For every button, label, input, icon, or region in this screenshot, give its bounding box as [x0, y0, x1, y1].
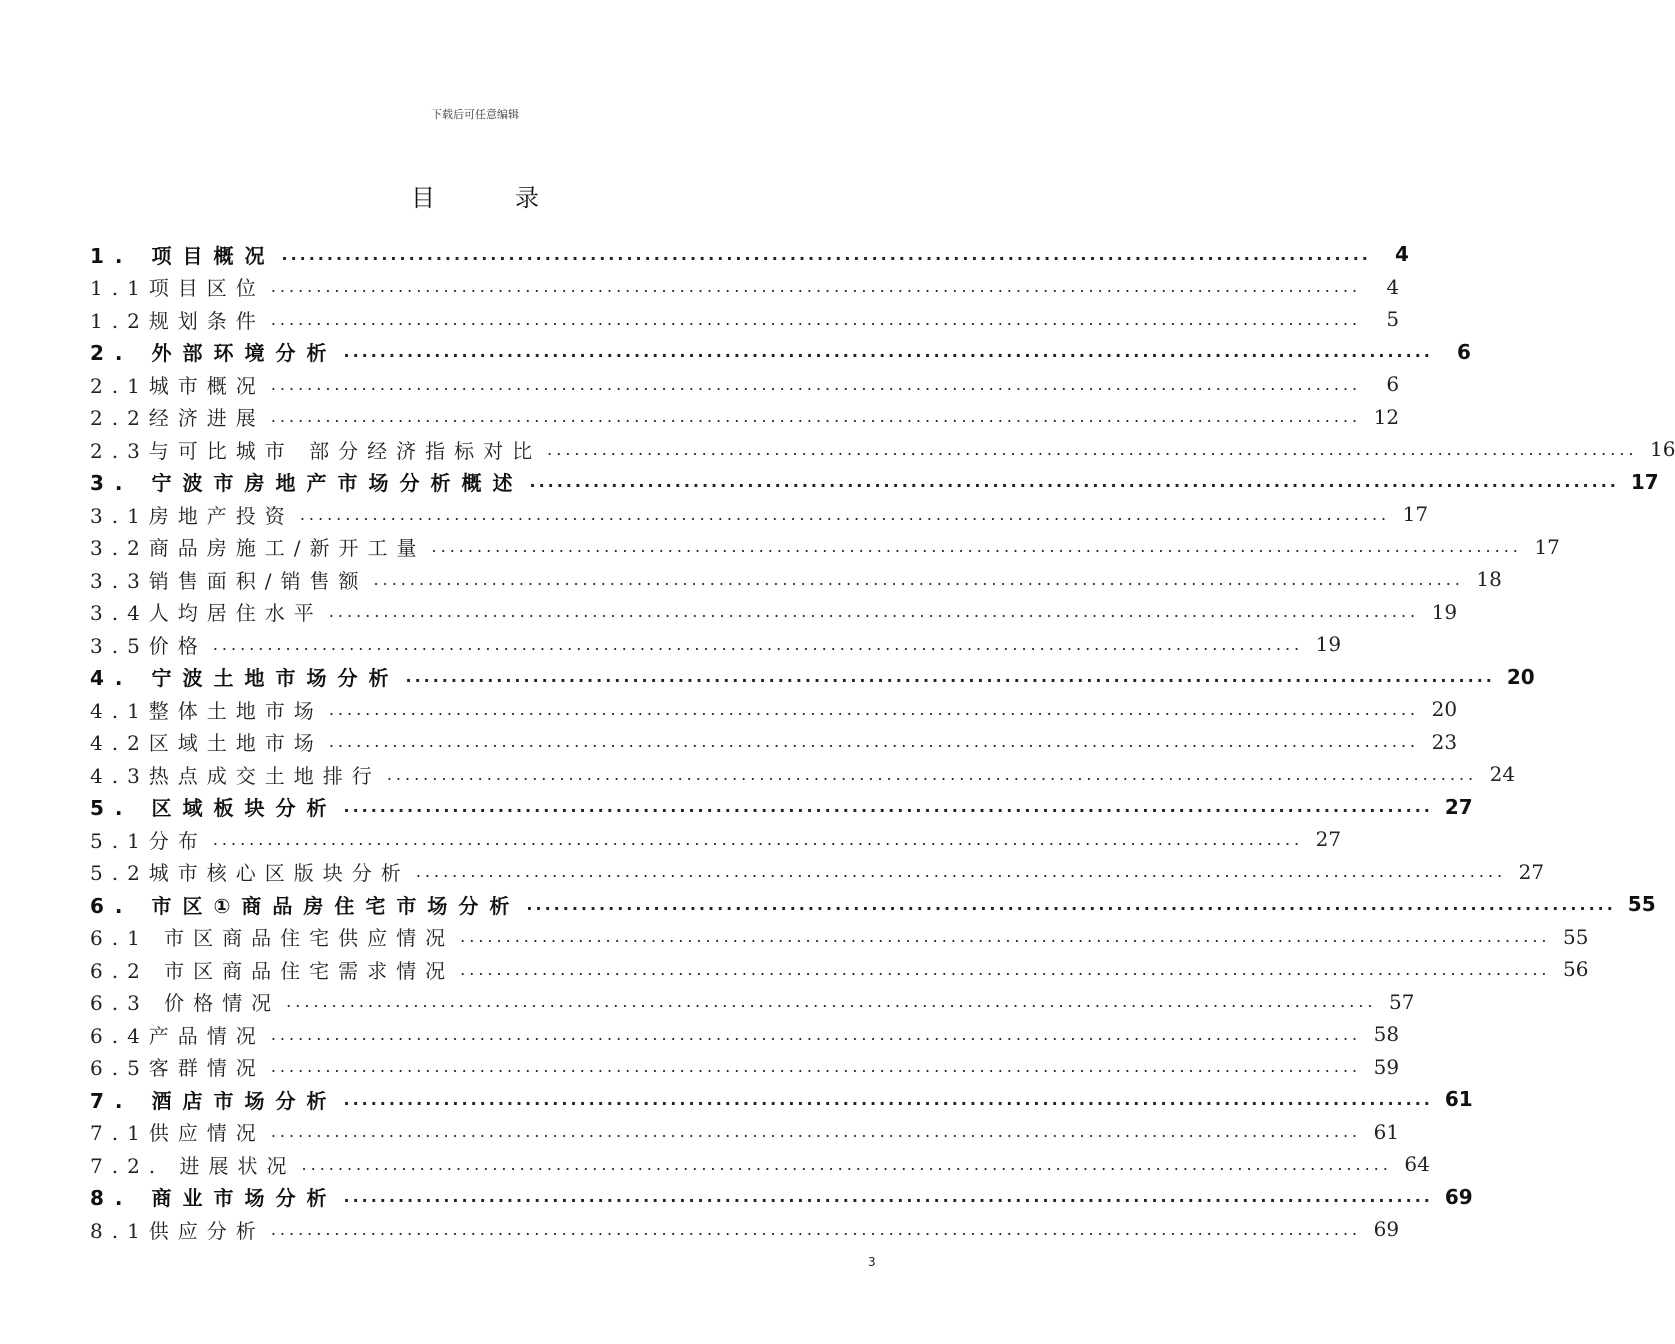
- toc-leader-dots: ........................................................................................................................: [343, 797, 1433, 817]
- table-of-contents: [90, 238, 1675, 1246]
- toc-entry-label: 3.1房地产投资: [90, 503, 294, 528]
- toc-entry-label: 4.3热点成交土地排行: [90, 763, 381, 788]
- toc-entry-page: 6: [1456, 339, 1471, 364]
- toc-section-entry[interactable]: [90, 1148, 1430, 1181]
- toc-leader-dots: ........................................................................................................................: [415, 862, 1507, 882]
- toc-entry-label: 7.2. 进展状况: [90, 1153, 296, 1178]
- toc-entry-page: 27: [1518, 859, 1545, 884]
- toc-leader-dots: ........................................................................................................................: [270, 1024, 1362, 1044]
- toc-section-entry[interactable]: [90, 596, 1458, 629]
- toc-entry-page: 55: [1627, 892, 1656, 917]
- toc-leader-dots: ........................................................................................................................: [431, 537, 1522, 557]
- toc-leader-dots: ........................................................................................................................: [373, 569, 1464, 589]
- toc-entry-label: 6.5客群情况: [90, 1056, 265, 1081]
- toc-section-entry[interactable]: [90, 1213, 1400, 1246]
- toc-entry-label: 6.1 市区商品住宅供应情况: [90, 926, 455, 951]
- toc-section-entry[interactable]: [90, 758, 1516, 791]
- toc-section-entry[interactable]: [90, 401, 1400, 434]
- page-number: 3: [868, 1255, 876, 1269]
- toc-entry-label: 6.4产品情况: [90, 1023, 265, 1048]
- toc-entry-label: 2.1城市概况: [90, 373, 265, 398]
- toc-entry-page: 17: [1534, 534, 1560, 559]
- toc-entry-page: 20: [1506, 664, 1535, 689]
- toc-entry-page: 24: [1489, 762, 1516, 787]
- toc-section-entry[interactable]: [90, 498, 1429, 531]
- toc-chapter-entry[interactable]: [90, 791, 1473, 824]
- toc-entry-page: 23: [1431, 729, 1458, 754]
- toc-chapter-entry[interactable]: [90, 1181, 1473, 1214]
- toc-entry-page: 57: [1389, 989, 1415, 1014]
- toc-section-entry[interactable]: [90, 693, 1458, 726]
- toc-entry-page: 27: [1315, 827, 1342, 852]
- toc-leader-dots: ........................................................................................................................: [328, 602, 1420, 622]
- title-right-char: 录: [515, 184, 539, 212]
- toc-entry-label: 4. 宁波土地市场分析: [90, 666, 400, 691]
- toc-entry-label: 4.2区域土地市场: [90, 731, 323, 756]
- toc-entry-page: 6: [1386, 372, 1400, 397]
- toc-leader-dots: ........................................................................................................................: [405, 667, 1495, 687]
- toc-leader-dots: ........................................................................................................................: [270, 1057, 1362, 1077]
- toc-entry-page: 69: [1444, 1184, 1473, 1209]
- toc-section-entry[interactable]: [90, 303, 1400, 336]
- toc-entry-label: 8. 商业市场分析: [90, 1186, 338, 1211]
- toc-entry-label: 1.2规划条件: [90, 308, 265, 333]
- toc-section-entry[interactable]: [90, 856, 1545, 889]
- toc-entry-page: 19: [1315, 632, 1342, 657]
- toc-entry-label: 2.3与可比城市 部分经济指标对比: [90, 438, 542, 463]
- toc-entry-label: 2.2经济进展: [90, 406, 265, 431]
- toc-section-entry[interactable]: [90, 726, 1458, 759]
- toc-entry-page: 17: [1402, 502, 1429, 527]
- toc-section-entry[interactable]: [90, 823, 1342, 856]
- toc-leader-dots: ........................................................................................................................: [343, 342, 1433, 362]
- toc-leader-dots: ........................................................................................................................: [281, 244, 1371, 264]
- toc-entry-label: 7. 酒店市场分析: [90, 1088, 338, 1113]
- toc-section-entry[interactable]: [90, 531, 1560, 564]
- toc-entry-label: 5.1分布: [90, 828, 207, 853]
- toc-leader-dots: ........................................................................................................................: [526, 894, 1616, 914]
- toc-section-entry[interactable]: [90, 1018, 1400, 1051]
- toc-entry-page: 19: [1431, 599, 1458, 624]
- toc-entry-page: 64: [1404, 1152, 1430, 1177]
- toc-leader-dots: ........................................................................................................................: [286, 992, 1377, 1012]
- watermark-text: 下载后可任意编辑: [431, 108, 519, 121]
- toc-leader-dots: ........................................................................................................................: [270, 374, 1362, 394]
- toc-section-entry[interactable]: [90, 986, 1415, 1019]
- toc-entry-label: 3.2商品房施工/新开工量: [90, 536, 426, 561]
- toc-chapter-entry[interactable]: [90, 661, 1535, 694]
- toc-leader-dots: ........................................................................................................................: [270, 309, 1362, 329]
- toc-entry-label: 3.4人均居住水平: [90, 601, 323, 626]
- toc-leader-dots: ........................................................................................................................: [301, 1154, 1392, 1174]
- toc-leader-dots: ........................................................................................................................: [270, 277, 1362, 297]
- toc-chapter-entry[interactable]: [90, 466, 1659, 499]
- toc-chapter-entry[interactable]: [90, 888, 1656, 921]
- toc-entry-page: 17: [1630, 469, 1659, 494]
- toc-entry-page: 61: [1373, 1119, 1400, 1144]
- toc-entry-label: 6.3 价格情况: [90, 991, 281, 1016]
- toc-entry-page: 4: [1394, 242, 1409, 267]
- toc-section-entry[interactable]: [90, 1051, 1400, 1084]
- toc-leader-dots: ........................................................................................................................: [386, 764, 1478, 784]
- toc-leader-dots: ........................................................................................................................: [299, 504, 1391, 524]
- toc-chapter-entry[interactable]: [90, 336, 1471, 369]
- toc-section-entry[interactable]: [90, 433, 1675, 466]
- toc-entry-label: 6.2 市区商品住宅需求情况: [90, 958, 455, 983]
- toc-leader-dots: ........................................................................................................................: [270, 407, 1362, 427]
- toc-leader-dots: ........................................................................................................................: [343, 1187, 1433, 1207]
- toc-entry-page: 4: [1386, 274, 1400, 299]
- toc-entry-page: 20: [1431, 697, 1458, 722]
- toc-entry-page: 61: [1444, 1087, 1473, 1112]
- toc-leader-dots: ........................................................................................................................: [328, 699, 1420, 719]
- toc-leader-dots: ........................................................................................................................: [212, 634, 1304, 654]
- toc-section-entry[interactable]: [90, 921, 1589, 954]
- toc-leader-dots: ........................................................................................................................: [328, 732, 1420, 752]
- toc-entry-page: 5: [1386, 307, 1400, 332]
- toc-entry-label: 5.2城市核心区版块分析: [90, 861, 410, 886]
- toc-entry-label: 8.1供应分析: [90, 1218, 265, 1243]
- toc-leader-dots: ........................................................................................................................: [270, 1122, 1362, 1142]
- toc-entry-page: 69: [1373, 1217, 1400, 1242]
- toc-leader-dots: ........................................................................................................................: [343, 1089, 1433, 1109]
- toc-entry-label: 4.1整体土地市场: [90, 698, 323, 723]
- toc-entry-page: 58: [1373, 1022, 1400, 1047]
- toc-chapter-entry[interactable]: [90, 238, 1409, 271]
- toc-entry-label: 6. 市区①商品房住宅市场分析: [90, 893, 521, 918]
- toc-entry-label: 7.1供应情况: [90, 1121, 265, 1146]
- toc-leader-dots: ........................................................................................................................: [460, 927, 1551, 947]
- toc-entry-label: 3.5价格: [90, 633, 207, 658]
- toc-leader-dots: ........................................................................................................................: [529, 472, 1619, 492]
- title-left-char: 目: [411, 184, 435, 212]
- toc-entry-label: 3. 宁波市房地产市场分析概述: [90, 471, 524, 496]
- toc-section-entry[interactable]: [90, 628, 1342, 661]
- toc-entry-page: 56: [1563, 957, 1589, 982]
- toc-section-entry[interactable]: [90, 368, 1400, 401]
- toc-section-entry[interactable]: [90, 271, 1400, 304]
- toc-entry-label: 1.1项目区位: [90, 276, 265, 301]
- toc-section-entry[interactable]: [90, 1116, 1400, 1149]
- toc-entry-page: 12: [1373, 404, 1400, 429]
- toc-entry-page: 27: [1444, 794, 1473, 819]
- toc-entry-label: 2. 外部环境分析: [90, 341, 338, 366]
- toc-leader-dots: ........................................................................................................................: [212, 829, 1304, 849]
- toc-entry-page: 59: [1373, 1054, 1400, 1079]
- toc-entry-page: 55: [1563, 924, 1589, 949]
- toc-entry-page: 16: [1650, 437, 1675, 462]
- toc-leader-dots: ........................................................................................................................: [547, 439, 1638, 459]
- toc-entry-label: 5. 区域板块分析: [90, 796, 338, 821]
- toc-entry-label: 1. 项目概况: [90, 243, 276, 268]
- toc-section-entry[interactable]: [90, 563, 1502, 596]
- toc-entry-page: 18: [1476, 567, 1502, 592]
- toc-entry-label: 3.3销售面积/销售额: [90, 568, 368, 593]
- toc-chapter-entry[interactable]: [90, 1083, 1473, 1116]
- toc-leader-dots: ........................................................................................................................: [270, 1219, 1362, 1239]
- toc-leader-dots: ........................................................................................................................: [460, 959, 1551, 979]
- page-title: [0, 178, 950, 213]
- toc-section-entry[interactable]: [90, 953, 1589, 986]
